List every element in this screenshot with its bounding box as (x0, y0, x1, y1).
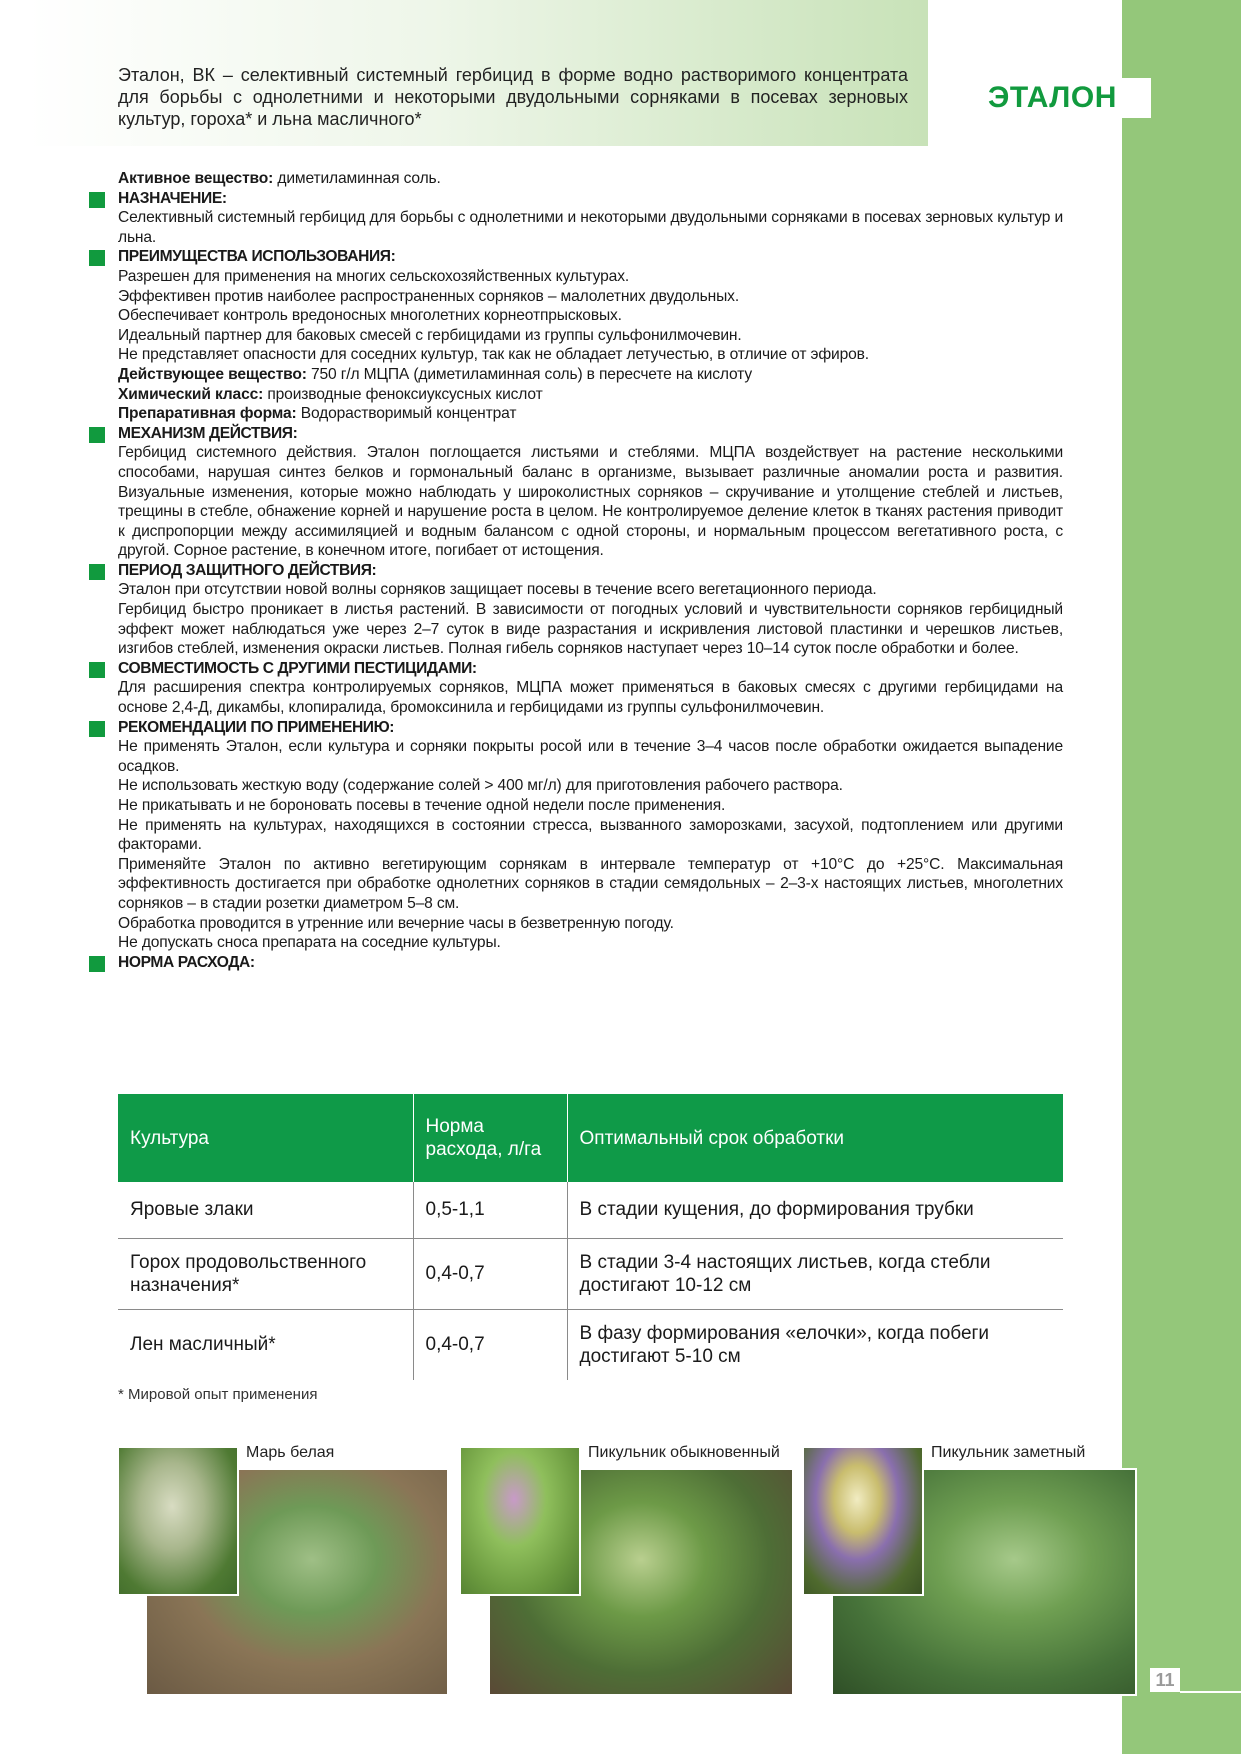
table-header-cell: Норма расхода, л/га (413, 1094, 567, 1182)
photo-caption: Марь белая (246, 1444, 335, 1461)
table-cell-crop: Горох продовольственного назначения* (118, 1238, 413, 1309)
intro-text: Эталон, ВК – селективный системный гербицид в форме водно растворимого концентрата для борьбы с однолетними и некоторыми двудольными сорняками в посевах зерновых культур, гороха* и льна масличного* (118, 65, 908, 129)
section-heading-compatibility: СОВМЕСТИМОСТЬ С ДРУГИМИ ПЕСТИЦИДАМИ: (118, 659, 1063, 679)
substance-text: 750 г/л МЦПА (диметиламинная соль) в пересчете на кислоту (306, 365, 752, 383)
formulation-line (118, 404, 1063, 424)
table-cell-timing: В фазу формирования «елочки», когда побеги достигают 5-10 см (567, 1309, 1063, 1380)
recommendation-item: Не применять на культурах, находящихся в состоянии стресса, вызванного заморозками, засухой, подтоплением или другими факторами. (118, 816, 1063, 854)
section-heading-rate: НОРМА РАСХОДА: (118, 953, 1063, 973)
photo-caption: Пикульник обыкновенный (588, 1444, 780, 1461)
page-number-rule (1180, 1691, 1241, 1693)
table-cell-rate: 0,5-1,1 (413, 1182, 567, 1238)
recommendation-item: Не использовать жесткую воду (содержание солей > 400 мг/л) для приготовления рабочего раствора. (118, 777, 843, 795)
table-cell-timing: В стадии 3-4 настоящих листьев, когда стебли достигают 10-12 см (567, 1238, 1063, 1309)
active-substance (118, 169, 1063, 189)
table-row (118, 1182, 1063, 1238)
chem-class-line (118, 385, 1063, 405)
advantage-item: Разрешен для применения на многих сельскохозяйственных культурах. (118, 267, 630, 285)
chem-class-text: производные феноксиуксусных кислот (263, 385, 543, 403)
period-text-2: Гербицид быстро проникает в листья растений. В зависимости от погодных условий и чувствительности сорняков гербицидный эффект может наблюдаться уже через 2–7 суток в виде разрастания и искривления листовой пластинки и черешков листьев, изгибов стеблей, изменения окраски листьев. Полная гибель сорняков наступает через 10–14 суток после обработки и более. (118, 601, 1063, 658)
table-cell-crop: Яровые злаки (118, 1182, 413, 1238)
advantage-item: Обеспечивает контроль вредоносных многолетних корнеотпрысковых. (118, 307, 622, 325)
table-header-cell: Оптимальный срок обработки (567, 1094, 1063, 1182)
substance-line (118, 365, 1063, 385)
table-cell-rate: 0,4-0,7 (413, 1309, 567, 1380)
advantage-item: Не представляет опасности для соседних культур, так как не обладает летучестью, в отличие от эфиров. (118, 346, 869, 364)
section-heading-advantages: ПРЕИМУЩЕСТВА ИСПОЛЬЗОВАНИЯ: (118, 247, 1063, 267)
formulation-text: Водорастворимый концентрат (296, 405, 517, 423)
purpose-text: Селективный системный гербицид для борьбы с однолетними и некоторыми двудольными сорняками в посевах зерновых культур и льна. (118, 209, 1064, 246)
formulation-label: Препаративная форма: (118, 405, 297, 423)
table-header-row (118, 1094, 1063, 1182)
section-heading-mechanism: МЕХАНИЗМ ДЕЙСТВИЯ: (118, 424, 1063, 444)
section-heading-period: ПЕРИОД ЗАЩИТНОГО ДЕЙСТВИЯ: (118, 561, 1063, 581)
table-header-cell: Культура (118, 1094, 413, 1182)
table-cell-timing: В стадии кущения, до формирования трубки (567, 1182, 1063, 1238)
period-text-1: Эталон при отсутствии новой волны сорняков защищает посевы в течение всего вегетационного периода. (118, 581, 877, 599)
weed-photo-inset (459, 1446, 581, 1596)
active-substance-text: диметиламинная соль. (273, 170, 441, 187)
active-substance-label: Активное вещество: (118, 170, 274, 187)
table-row (118, 1238, 1063, 1309)
advantage-item: Эффективен против наиболее распространенных сорняков – малолетних двудольных. (118, 287, 740, 305)
recommendation-item: Применяйте Эталон по активно вегетирующим сорнякам в интервале температур от +10°С до +25°С. Максимальная эффективность достигается при обработке однолетних сорняков в стадии семядольных – 2–3-х настоящих листьев, многолетних сорняков – в стадии розетки диаметром 5–8 см. (118, 855, 1063, 912)
weed-photo-inset (117, 1446, 239, 1596)
footnote: * Мировой опыт применения (118, 1386, 318, 1403)
chem-class-label: Химический класс: (118, 385, 264, 403)
recommendation-item: Не применять Эталон, если культура и сорняки покрыты росой или в течение 3–4 часов после обработки ожидается выпадение осадков. (118, 738, 1063, 775)
advantage-item: Идеальный партнер для баковых смесей с гербицидами из группы сульфонилмочевин. (118, 326, 742, 344)
table-cell-rate: 0,4-0,7 (413, 1238, 567, 1309)
recommendation-item: Не прикатывать и не бороновать посевы в течение одной недели после применения. (118, 797, 726, 814)
section-heading-recommendations: РЕКОМЕНДАЦИИ ПО ПРИМЕНЕНИЮ: (118, 718, 1063, 738)
recommendation-item: Не допускать сноса препарата на соседние культуры. (118, 934, 501, 952)
recommendation-item: Обработка проводится в утренние или вечерние часы в безветренную погоду. (118, 914, 674, 932)
weed-photo-inset (802, 1446, 924, 1596)
table-row (118, 1309, 1063, 1380)
side-stripe (1122, 0, 1241, 1754)
section-heading-purpose: НАЗНАЧЕНИЕ: (118, 189, 1063, 209)
table-cell-crop: Лен масличный* (130, 1334, 276, 1356)
mechanism-text: Гербицид системного действия. Эталон поглощается листьями и стеблями. МЦПА воздействует на растение несколькими способами, нарушая синтез белков и гормональный баланс в организме, вызывает различные аномалии роста и развития. Визуальные изменения, которые можно наблюдать у широколистных сорняков – скручивание и утолщение стеблей и листьев, трещины в стебле, обнажение корней и нарушение роста в целом. Не контролируемое деление клеток в тканях растения приводит к диспропорции между ассимиляцией и водным балансом с одной стороны, и нормальным процессом вегетативного роста, с другой. Сорное растение, в конечном итоге, погибает от истощения. (118, 444, 1063, 560)
substance-label: Действующее вещество: (118, 365, 307, 383)
photo-caption: Пикульник заметный (931, 1444, 1086, 1461)
product-brand: ЭТАЛОН (988, 81, 1117, 114)
rate-table (118, 1094, 1063, 1380)
compatibility-text: Для расширения спектра контролируемых сорняков, МЦПА может применяться в баковых смесях с другими гербицидами на основе 2,4-Д, дикамбы, клопиралида, бромоксинила и гербицидами из группы сульфонилмочевин. (118, 679, 1063, 717)
page-number: 11 (1150, 1668, 1180, 1692)
main-content (118, 169, 1063, 972)
